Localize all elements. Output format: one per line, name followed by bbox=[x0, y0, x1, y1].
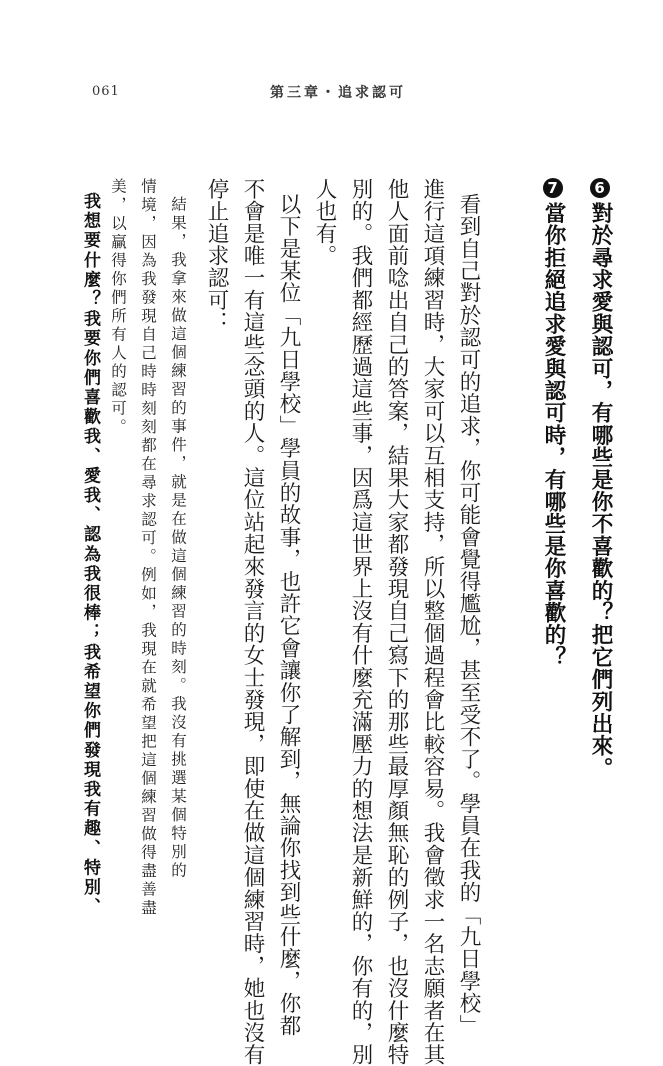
body-line: 他人面前唸出自己的答案，結果大家都發現自己寫下的那些最厚顏無恥的例子，也沒什麼特 bbox=[384, 178, 409, 1066]
quote-line: 結果，我拿來做這個練習的事件，就是在做這個練習的時刻。我沒有挑選某個特別的 bbox=[169, 196, 187, 881]
body-line: 不會是唯一有這些念頭的人。這位站起來發言的女士發現，即使在做這個練習時，她也沒有 bbox=[240, 178, 265, 1066]
body-line: 以下是某位「九日學校」學員的故事，也許它會讓你了解到，無論你找到些什麼，你都 bbox=[276, 193, 301, 1037]
question-6-text: 對於尋求愛與認可，有哪些是你不喜歡的？把它們列出來。 bbox=[588, 202, 613, 780]
bold-quote-line: 我想要什麼？我要你們喜歡我、愛我、認為我很棒；我希望你們發現我有趣、特別、 bbox=[80, 192, 100, 918]
page-number: 061 bbox=[92, 84, 120, 99]
body-line: 進行這項練習時，大家可以互相支持，所以整個過程會比較容易。我會徵求一名志願者在其 bbox=[420, 178, 445, 1066]
question-7 bbox=[541, 178, 565, 668]
body-line: 停止追求認可： bbox=[204, 178, 229, 334]
quote-line: 美，以贏得你們所有人的認可。 bbox=[109, 178, 127, 437]
body-line: 看到自己對於認可的追求，你可能會覺得尷尬，甚至受不了。學員在我的「九日學校」 bbox=[456, 193, 481, 1037]
question-number-6-icon: 6 bbox=[590, 178, 610, 198]
question-7-text: 當你拒絕追求愛與認可時，有哪些是你喜歡的？ bbox=[541, 202, 566, 669]
body-line: 人也有。 bbox=[312, 178, 337, 267]
running-header: 第三章・追求認可 bbox=[270, 85, 406, 101]
body-line: 別的。我們都經歷過這些事，因爲這世界上沒有什麼充滿壓力的想法是新鮮的，你有的，別 bbox=[348, 178, 373, 1066]
question-number-7-icon: 7 bbox=[543, 178, 563, 198]
question-6 bbox=[588, 178, 612, 779]
quote-line: 情境，因為我發現自己時時刻刻都在尋求認可。例如，我現在就希望把這個練習做得盡善盡 bbox=[139, 178, 157, 918]
